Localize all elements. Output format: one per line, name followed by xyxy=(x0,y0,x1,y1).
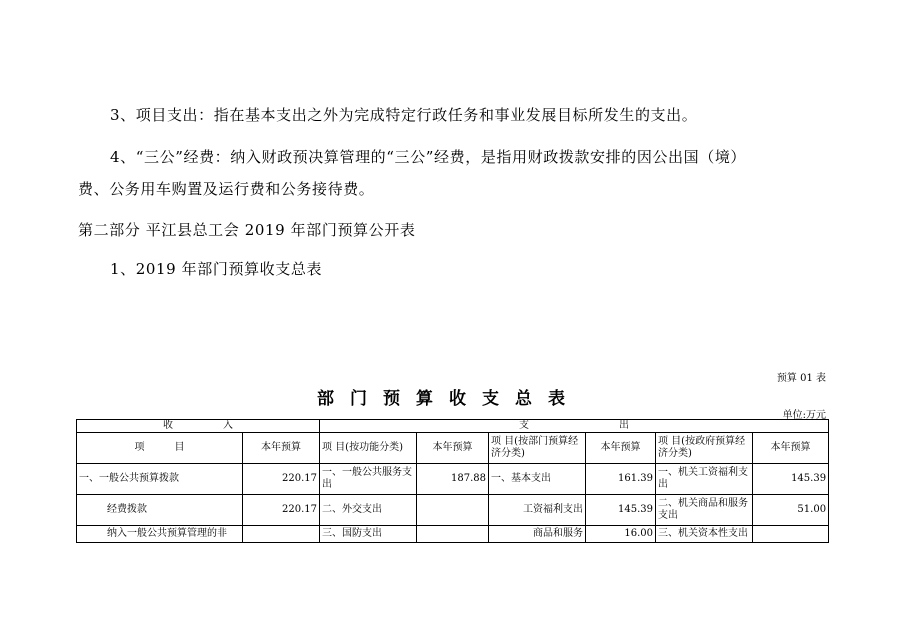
cell: 145.39 xyxy=(753,464,829,495)
cell: 220.17 xyxy=(243,464,320,495)
section-heading: 第二部分 平江县总工会 2019 年部门预算公开表 xyxy=(78,221,416,239)
subsection-heading: 1、2019 年部门预算收支总表 xyxy=(110,260,323,278)
cell: 商品和服务 xyxy=(489,526,586,543)
cell: 一、基本支出 xyxy=(489,464,586,495)
budget-summary-table xyxy=(76,419,829,543)
cell xyxy=(417,526,489,543)
cell: 纳入一般公共预算管理的非 xyxy=(77,526,243,543)
col-budget: 本年预算 xyxy=(753,433,829,464)
col-dept: 项 目(按部门预算经济分类) xyxy=(489,433,586,464)
cell: 二、机关商品和服务支出 xyxy=(656,495,753,526)
cell: 工资福利支出 xyxy=(489,495,586,526)
cell: 51.00 xyxy=(753,495,829,526)
cell: 一、一般公共预算拨款 xyxy=(77,464,243,495)
cell: 220.17 xyxy=(243,495,320,526)
col-budget: 本年预算 xyxy=(243,433,320,464)
form-number: 预算 01 表 xyxy=(776,373,826,384)
cell: 161.39 xyxy=(586,464,656,495)
paragraph-three-public-line2: 费、公务用车购置及运行费和公务接待费。 xyxy=(78,180,375,198)
cell: 16.00 xyxy=(586,526,656,543)
cell: 经费拨款 xyxy=(77,495,243,526)
table-row xyxy=(77,495,829,526)
cell: 二、外交支出 xyxy=(320,495,417,526)
cell: 一、机关工资福利支出 xyxy=(656,464,753,495)
cell: 三、国防支出 xyxy=(320,526,417,543)
table-title: 部门预算收支总表 xyxy=(317,389,581,409)
paragraph-project-expense: 3、项目支出：指在基本支出之外为完成特定行政任务和事业发展目标所发生的支出。 xyxy=(110,106,698,124)
expense-header: 支 出 xyxy=(320,420,829,433)
cell: 一、一般公共服务支出 xyxy=(320,464,417,495)
cell: 187.88 xyxy=(417,464,489,495)
col-gov: 项 目(按政府预算经济分类) xyxy=(656,433,753,464)
cell xyxy=(243,526,320,543)
income-header: 收 入 xyxy=(77,420,320,433)
cell: 145.39 xyxy=(586,495,656,526)
col-func: 项 目(按功能分类) xyxy=(320,433,417,464)
unit-label: 单位:万元 xyxy=(782,410,826,421)
table-row xyxy=(77,526,829,543)
cell xyxy=(753,526,829,543)
cell xyxy=(417,495,489,526)
col-budget: 本年预算 xyxy=(417,433,489,464)
paragraph-three-public-line1: 4、“三公”经费：纳入财政预决算管理的“三公”经费，是指用财政拨款安排的因公出国（境） xyxy=(110,148,747,166)
cell: 三、机关资本性支出 xyxy=(656,526,753,543)
table-row xyxy=(77,464,829,495)
col-budget: 本年预算 xyxy=(586,433,656,464)
col-item: 项 目 xyxy=(77,433,243,464)
